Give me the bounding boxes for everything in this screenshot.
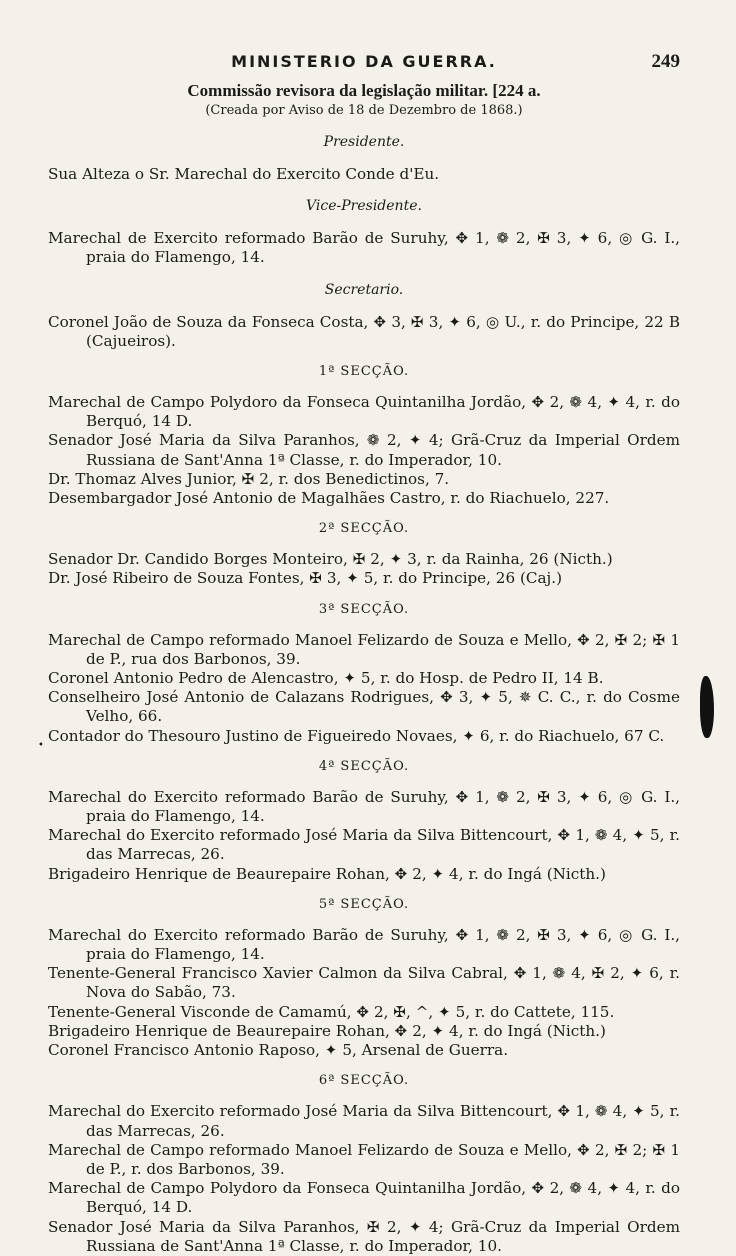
member-entry: Tenente-General Francisco Xavier Calmon da Silva Cabral, ✥ 1, ❁ 4, ✠ 2, ✦ 6, r. Nova do Sabão, 73. — [48, 964, 680, 1002]
member-entry: Marechal de Campo reformado Manoel Felizardo de Souza e Mello, ✥ 2, ✠ 2; ✠ 1 de P., r. dos Barbonos, 39. — [48, 1140, 680, 1178]
member-entry: Marechal de Campo Polydoro da Fonseca Quintanilha Jordão, ✥ 2, ❁ 4, ✦ 4, r. do Berquó, 14 D. — [48, 1179, 680, 1217]
section-heading: 5ª SECÇÃO. — [318, 896, 410, 912]
member-entry: Desembargador José Antonio de Magalhães Castro, r. do Riachuelo, 227. — [48, 489, 610, 508]
page-number: 249 — [651, 51, 680, 72]
ink-blot — [700, 676, 714, 738]
member-entry: Coronel João de Souza da Fonseca Costa, ✥ 3, ✠ 3, ✦ 6, ◎ U., r. do Principe, 22 B (Cajueiros). — [48, 312, 680, 350]
section-heading: 2ª SECÇÃO. — [318, 521, 410, 537]
member-list — [48, 134, 680, 1256]
member-entry: Coronel Francisco Antonio Raposo, ✦ 5, Arsenal de Guerra. — [48, 1041, 509, 1060]
section-heading: 3ª SECÇÃO. — [318, 601, 410, 617]
member-entry: Dr. José Ribeiro de Souza Fontes, ✠ 3, ✦ 5, r. do Principe, 26 (Caj.) — [48, 569, 563, 588]
document-page — [48, 52, 680, 1256]
section-heading: 4ª SECÇÃO. — [318, 758, 410, 774]
member-entry: Marechal do Exercito reformado José Maria da Silva Bittencourt, ✥ 1, ❁ 4, ✦ 5, r. das Marrecas, 26. — [48, 1102, 680, 1140]
member-entry: Marechal de Exercito reformado Barão de Suruhy, ✥ 1, ❁ 2, ✠ 3, ✦ 6, ◎ G. I., praia do Flamengo, 14. — [48, 229, 680, 267]
section-heading: 1ª SECÇÃO. — [318, 364, 410, 380]
role-heading: Secretario. — [324, 281, 404, 298]
member-entry: Sua Alteza o Sr. Marechal do Exercito Conde d'Eu. — [48, 165, 440, 183]
member-entry: Senador José Maria da Silva Paranhos, ✠ 2, ✦ 4; Grã-Cruz da Imperial Ordem Russiana de Sant'Anna 1ª Classe, r. do Imperador, 10. — [48, 1217, 680, 1255]
running-head: MINISTERIO DA GUERRA. — [231, 52, 497, 71]
member-entry: Dr. Thomaz Alves Junior, ✠ 2, r. dos Benedictinos, 7. — [48, 469, 450, 488]
member-entry: Tenente-General Visconde de Camamú, ✥ 2, ✠, ^, ✦ 5, r. do Cattete, 115. — [48, 1002, 615, 1021]
member-entry: Coronel Antonio Pedro de Alencastro, ✦ 5, r. do Hosp. de Pedro II, 14 B. — [48, 669, 604, 688]
member-entry: Senador José Maria da Silva Paranhos, ❁ 2, ✦ 4; Grã-Cruz da Imperial Ordem Russiana de Sant'Anna 1ª Classe, r. do Imperador, 10. — [48, 431, 680, 469]
section-heading: 6ª SECÇÃO. — [318, 1073, 410, 1089]
marginal-mark: • — [38, 740, 44, 751]
member-entry: Conselheiro José Antonio de Calazans Rodrigues, ✥ 3, ✦ 5, ✵ C. C., r. do Cosme Velho, 66. — [48, 688, 680, 726]
commission-title: Commissão revisora da legislação militar. [224 a. — [187, 81, 541, 100]
member-entry: Brigadeiro Henrique de Beaurepaire Rohan, ✥ 2, ✦ 4, r. do Ingá (Nicth.) — [48, 864, 606, 883]
member-entry: Senador Dr. Candido Borges Monteiro, ✠ 2, ✦ 3, r. da Rainha, 26 (Nicth.) — [48, 550, 613, 569]
member-entry: Marechal do Exercito reformado José Maria da Silva Bittencourt, ✥ 1, ❁ 4, ✦ 5, r. das Marrecas, 26. — [48, 826, 680, 864]
commission-subtitle: (Creada por Aviso de 18 de Dezembro de 1868.) — [205, 103, 523, 118]
page-header — [48, 52, 680, 74]
member-entry: Marechal do Exercito reformado Barão de Suruhy, ✥ 1, ❁ 2, ✠ 3, ✦ 6, ◎ G. I., praia do Flamengo, 14. — [48, 787, 680, 826]
member-entry: Marechal de Campo reformado Manoel Felizardo de Souza e Mello, ✥ 2, ✠ 2; ✠ 1 de P., rua dos Barbonos, 39. — [48, 630, 680, 668]
member-entry: Brigadeiro Henrique de Beaurepaire Rohan, ✥ 2, ✦ 4, r. do Ingá (Nicth.) — [48, 1021, 606, 1040]
role-heading: Presidente. — [323, 134, 405, 150]
role-heading: Vice-Presidente. — [306, 198, 422, 215]
member-entry: Marechal de Campo Polydoro da Fonseca Quintanilha Jordão, ✥ 2, ❁ 4, ✦ 4, r. do Berquó, 14 D. — [48, 393, 680, 431]
member-entry: Marechal do Exercito reformado Barão de Suruhy, ✥ 1, ❁ 2, ✠ 3, ✦ 6, ◎ G. I., praia do Flamengo, 14. — [48, 925, 680, 964]
member-entry: Contador do Thesouro Justino de Figueiredo Novaes, ✦ 6, r. do Riachuelo, 67 C. — [48, 726, 665, 745]
